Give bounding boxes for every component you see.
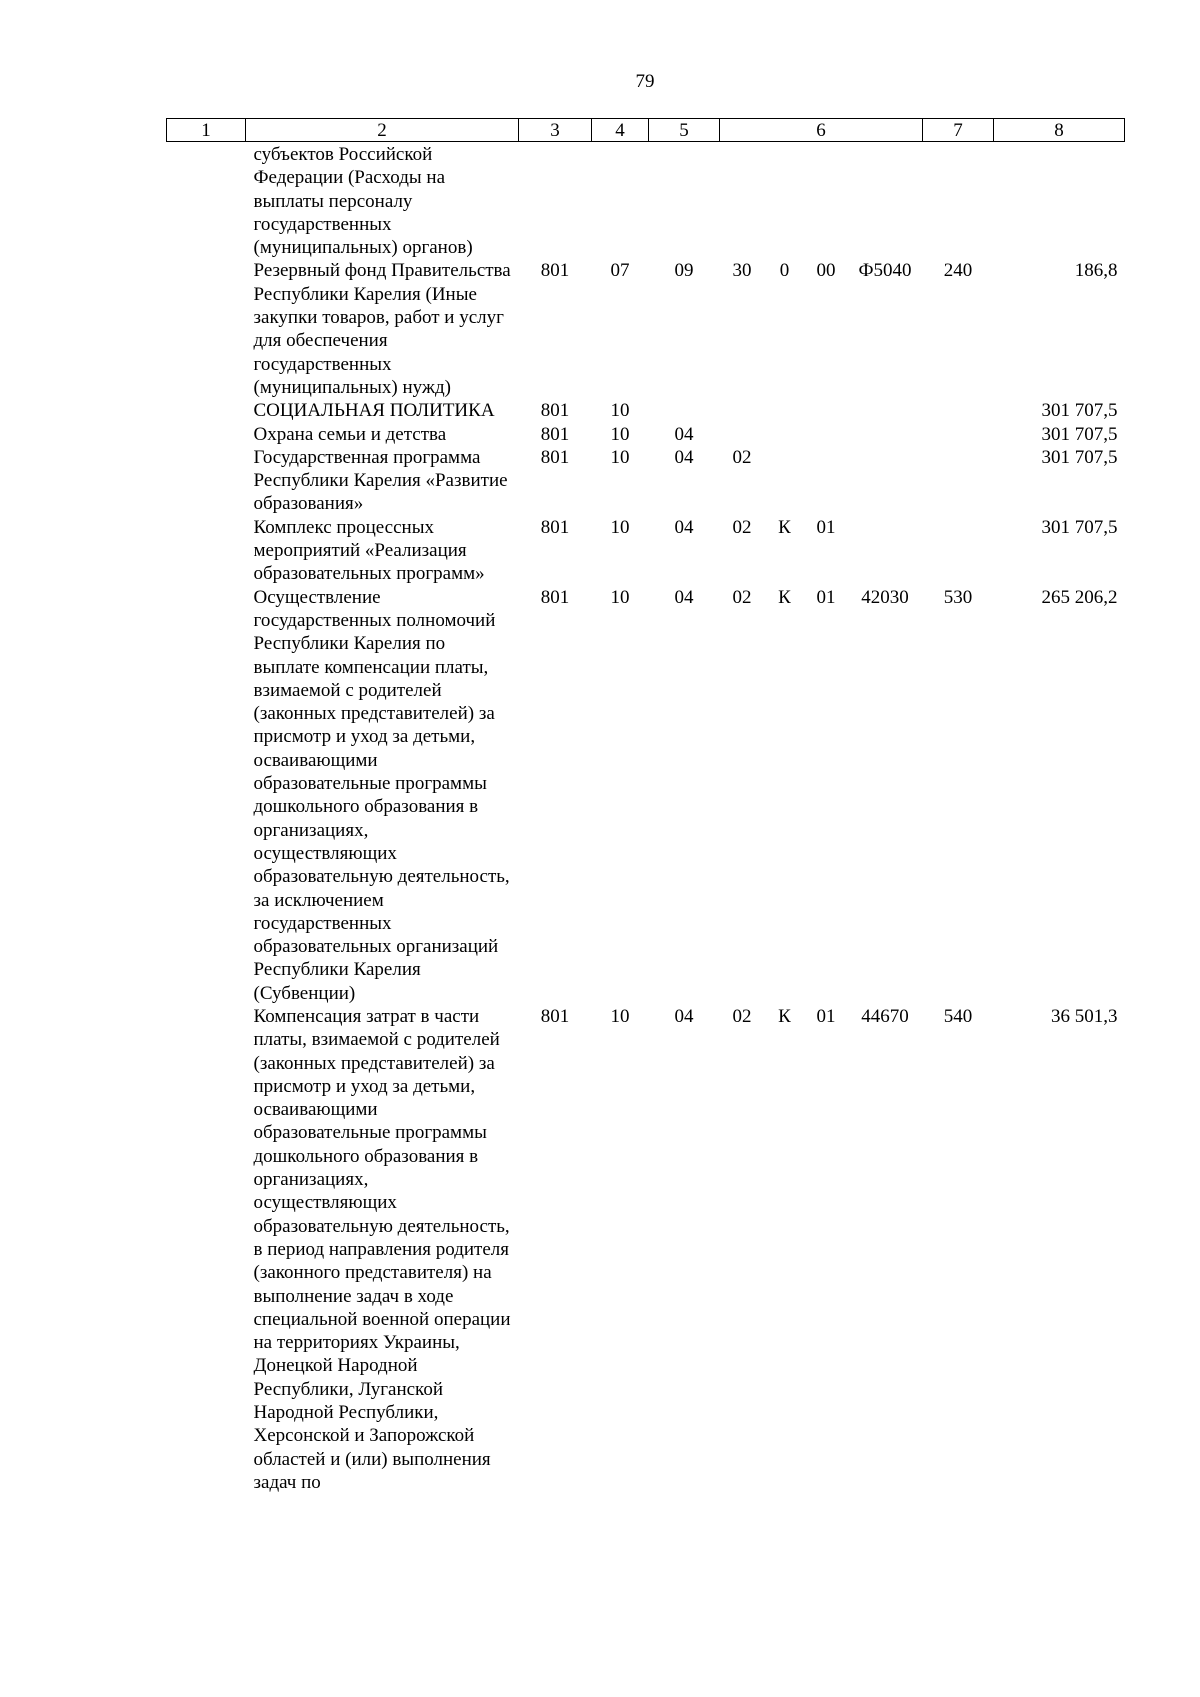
- table-header: [167, 119, 1125, 142]
- table-row: [167, 142, 1125, 260]
- row-name: Осуществление государственных полномочий Республики Карелия по выплате компенсации платы, взимаемой с родителей (законных представителей) за присмотр и уход за детьми, осваивающими образовательные программы дошкольного образования в организациях, осуществляющих образовательную деятельность, за исключением государственных образовательных организаций Республики Карелия (Субвенции): [253, 586, 510, 1004]
- row-amount: [994, 142, 1125, 260]
- table-row: [167, 586, 1125, 1005]
- row-vr: 540: [943, 1005, 973, 1027]
- row-vr: 530: [943, 586, 973, 608]
- row-cs-main: [805, 446, 848, 516]
- header-col-1: 1: [167, 119, 246, 142]
- header-col-3: 3: [519, 119, 592, 142]
- header-row: [167, 119, 1125, 142]
- row-ved: 801: [540, 400, 570, 422]
- header-col-5: 5: [649, 119, 720, 142]
- row-rz: 10: [610, 516, 630, 538]
- row-name: субъектов Российской Федерации (Расходы на выплаты персоналу государственных (муниципальных) органов): [253, 144, 473, 259]
- page-number: 79: [635, 71, 655, 92]
- row-vr: [923, 142, 994, 260]
- row-amount: 301 707,5: [1041, 516, 1118, 538]
- row-vr: [923, 423, 994, 446]
- row-ved: 801: [540, 260, 570, 282]
- table-row: [167, 1005, 1125, 1494]
- row-pr: 04: [674, 586, 694, 608]
- row-rz: 10: [610, 400, 630, 422]
- row-cs-type: [765, 423, 805, 446]
- row-cs-dir: Ф5040: [858, 260, 912, 282]
- row-cs-program: 02: [732, 446, 752, 468]
- row-cs-type: К: [778, 1005, 791, 1027]
- row-cs-program: 02: [732, 516, 752, 538]
- row-vr: [923, 516, 994, 586]
- row-amount: 36 501,3: [1051, 1005, 1118, 1027]
- header-col-8: 8: [994, 119, 1125, 142]
- row-cs-dir: [848, 516, 923, 586]
- row-pr: 04: [674, 446, 694, 468]
- row-cs-main: [805, 142, 848, 260]
- row-rz: [592, 142, 649, 260]
- row-cs-program: 30: [732, 260, 752, 282]
- row-rz: 10: [610, 1005, 630, 1027]
- row-cs-type: К: [778, 516, 791, 538]
- row-vr: 240: [943, 260, 973, 282]
- row-rz: 07: [610, 260, 630, 282]
- row-cs-main: 00: [816, 260, 836, 282]
- row-cs-type: [765, 142, 805, 260]
- row-pr: [649, 142, 720, 260]
- row-name: Охрана семьи и детства: [253, 423, 447, 445]
- row-cs-dir: 44670: [861, 1005, 909, 1027]
- row-cs-type: К: [778, 586, 791, 608]
- table-row: [167, 516, 1125, 586]
- table-row: [167, 446, 1125, 516]
- table-row: [167, 259, 1125, 399]
- row-rz: 10: [610, 586, 630, 608]
- row-cs-dir: [848, 399, 923, 422]
- header-col-7: 7: [923, 119, 994, 142]
- header-col-2: 2: [246, 119, 519, 142]
- row-ved: 801: [540, 423, 570, 445]
- row-cs-main: 01: [816, 586, 836, 608]
- row-cs-type: [765, 446, 805, 516]
- row-vr: [923, 399, 994, 422]
- row-ved: 801: [540, 1005, 570, 1027]
- row-name: Компенсация затрат в части платы, взимаемой с родителей (законных представителей) за присмотр и уход за детьми, осваивающими образовательные программы дошкольного образования в организациях, осуществляющих образовательную деятельность, в период направления родителя (законного представителя) на выполнение задач в ходе специальной военной операции на территориях Украины, Донецкой Народной Республики, Луганской Народной Республики, Херсонской и Запорожской областей и (или) выполнения задач по: [253, 1005, 511, 1493]
- row-ved: 801: [540, 446, 570, 468]
- table-row: [167, 423, 1125, 446]
- row-ved: [519, 142, 592, 260]
- row-cs-dir: 42030: [861, 586, 909, 608]
- row-amount: 301 707,5: [1041, 446, 1118, 468]
- row-name: Государственная программа Республики Карелия «Развитие образования»: [253, 446, 508, 515]
- row-cs-program: [720, 423, 765, 446]
- row-cs-program: 02: [732, 586, 752, 608]
- row-cs-program: [720, 142, 765, 260]
- row-amount: 265 206,2: [1041, 586, 1118, 608]
- row-cs-type: [765, 399, 805, 422]
- row-rz: 10: [610, 423, 630, 445]
- row-cs-main: [805, 399, 848, 422]
- header-col-4: 4: [592, 119, 649, 142]
- row-name: Резервный фонд Правительства Республики Карелия (Иные закупки товаров, работ и услуг для обеспечения государственных (муниципальных) нужд): [253, 260, 511, 398]
- table-row: [167, 399, 1125, 422]
- row-rz: 10: [610, 446, 630, 468]
- row-cs-main: 01: [816, 1005, 836, 1027]
- row-cs-dir: [848, 423, 923, 446]
- row-pr: 09: [674, 260, 694, 282]
- row-cs-dir: [848, 142, 923, 260]
- header-col-6: 6: [720, 119, 923, 142]
- row-ved: 801: [540, 586, 570, 608]
- row-pr: 04: [674, 423, 694, 445]
- row-name: СОЦИАЛЬНАЯ ПОЛИТИКА: [253, 400, 495, 422]
- row-amount: 301 707,5: [1041, 400, 1118, 422]
- row-name: Комплекс процессных мероприятий «Реализация образовательных программ»: [253, 516, 485, 585]
- row-amount: 186,8: [1074, 260, 1118, 282]
- row-pr: [649, 399, 720, 422]
- row-cs-main: [805, 423, 848, 446]
- budget-table: [166, 118, 1125, 1494]
- row-amount: 301 707,5: [1041, 423, 1118, 445]
- row-cs-type: 0: [779, 260, 790, 282]
- row-vr: [923, 446, 994, 516]
- row-pr: 04: [674, 1005, 694, 1027]
- row-cs-main: 01: [816, 516, 836, 538]
- row-cs-program: [720, 399, 765, 422]
- row-cs-program: 02: [732, 1005, 752, 1027]
- row-cs-dir: [848, 446, 923, 516]
- row-pr: 04: [674, 516, 694, 538]
- row-ved: 801: [540, 516, 570, 538]
